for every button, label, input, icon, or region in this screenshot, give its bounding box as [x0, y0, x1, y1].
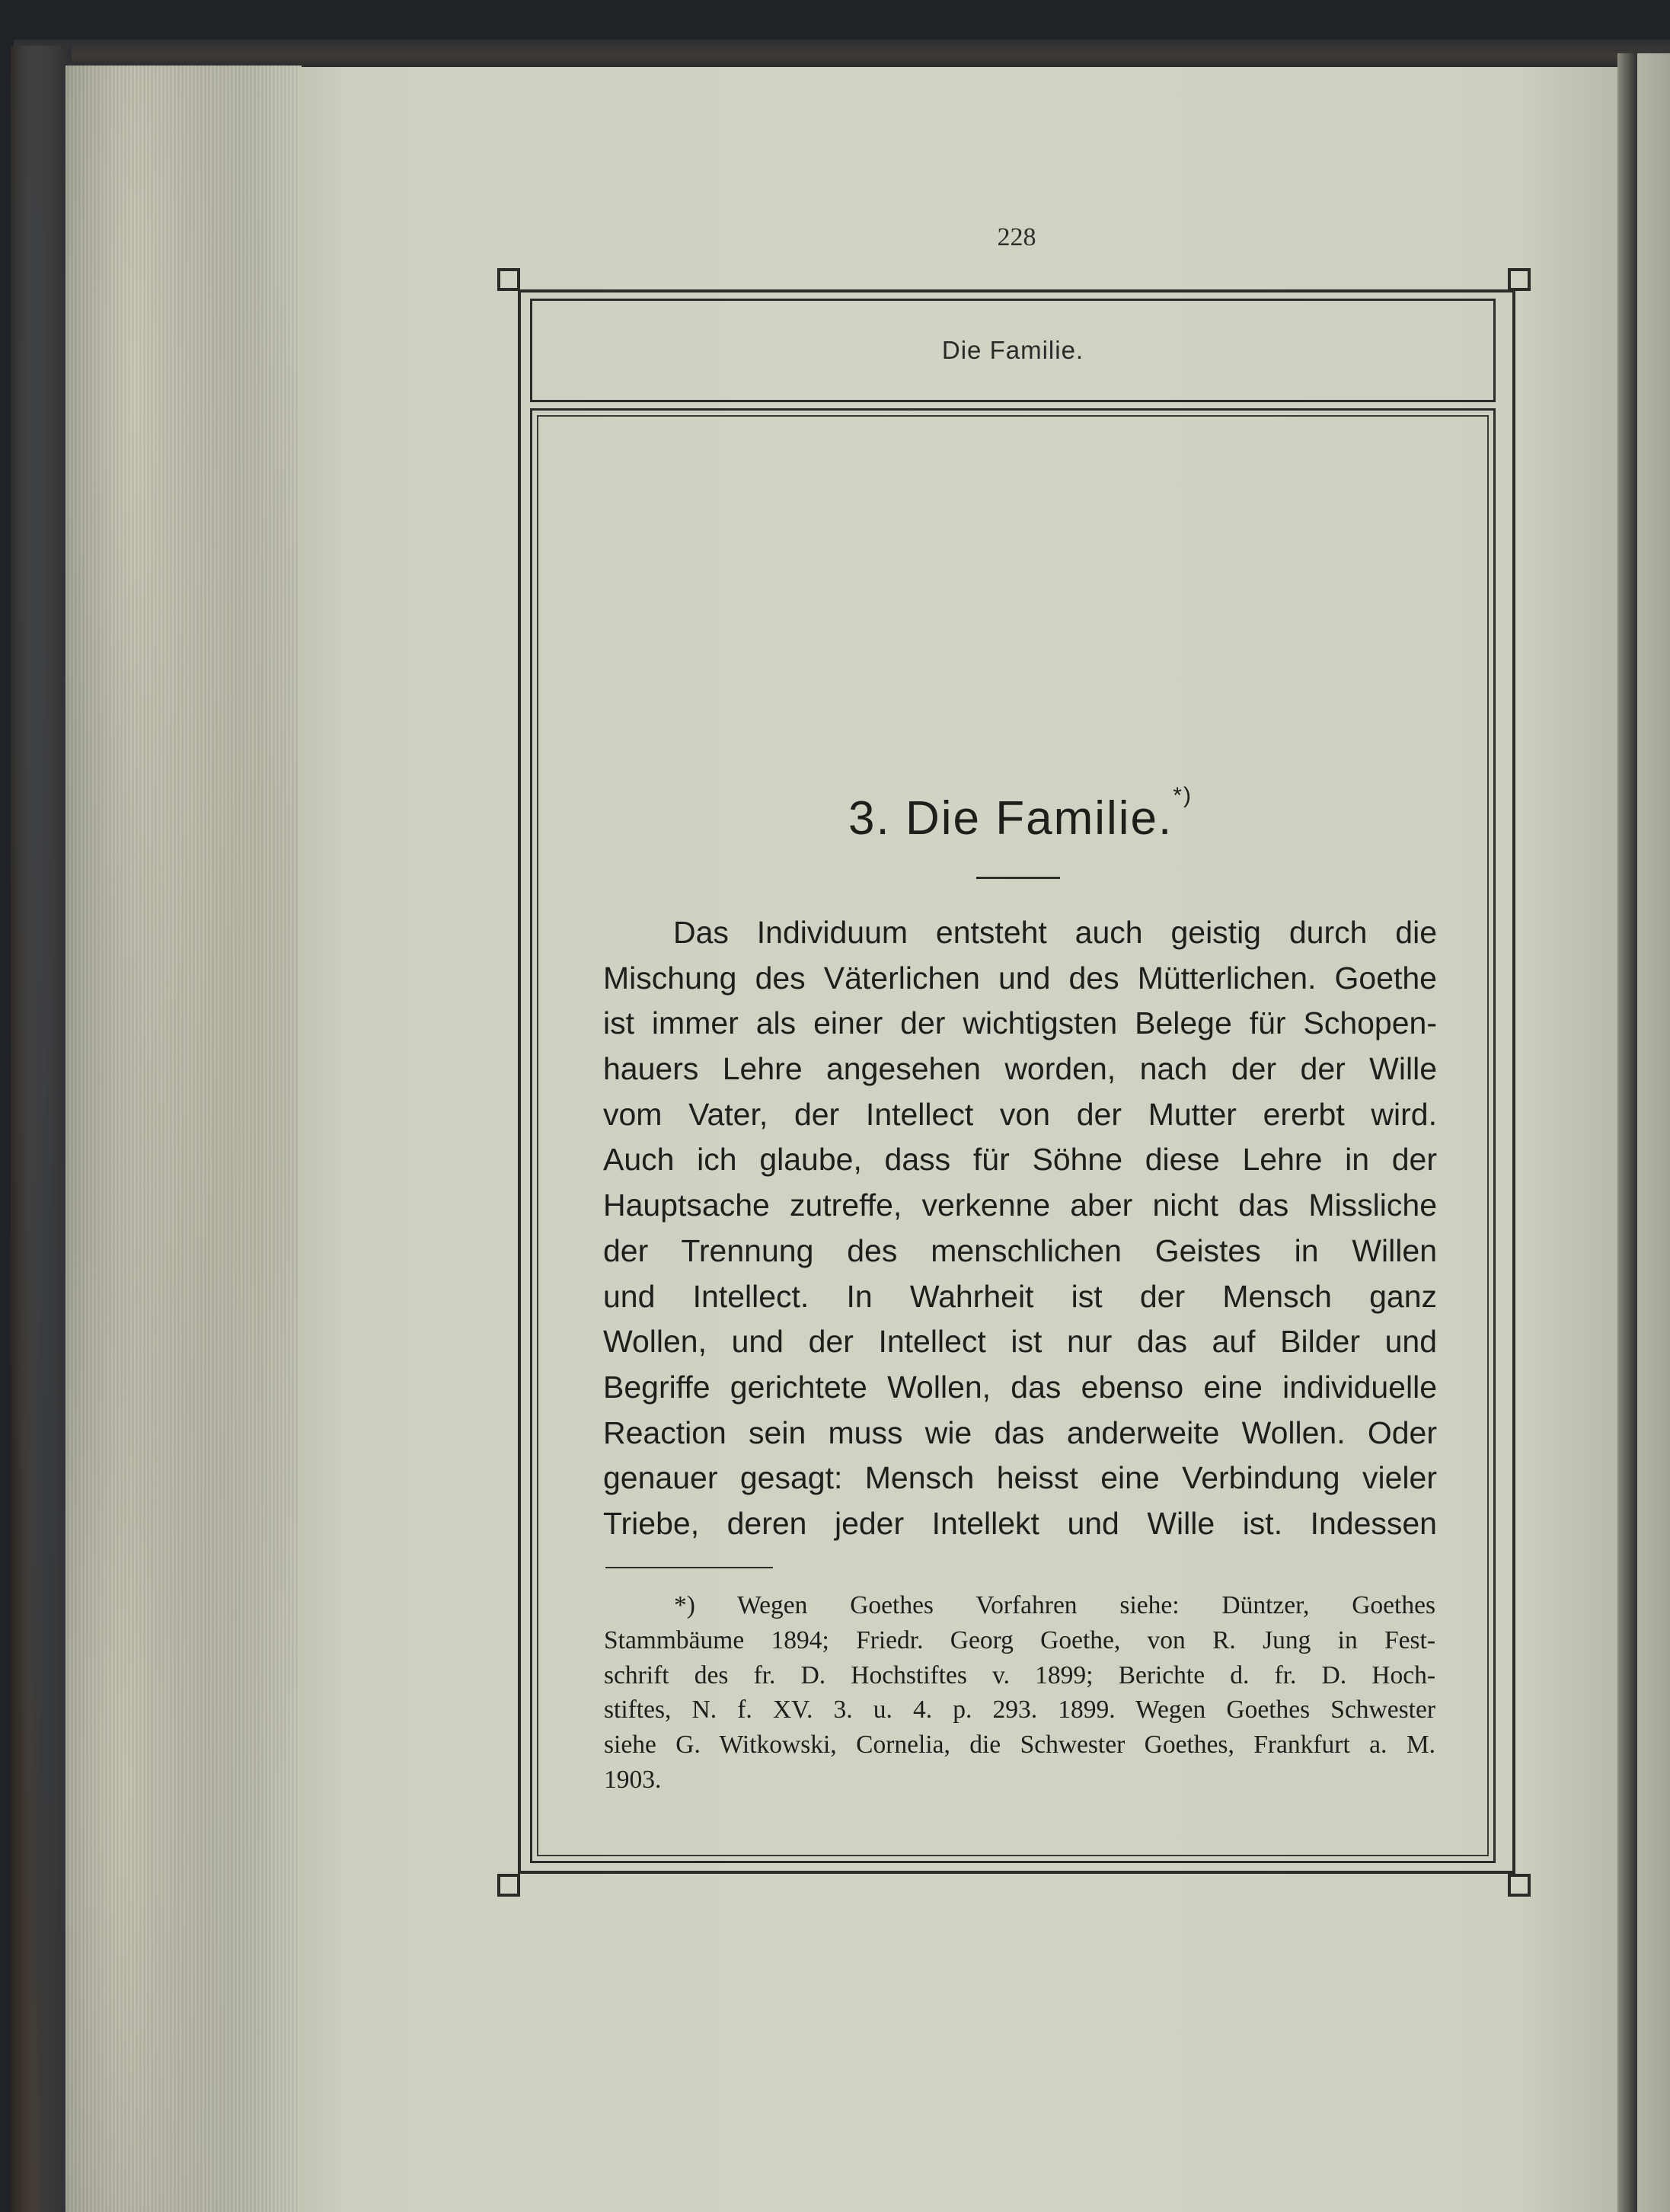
body-line: Mischung des Väterlichen und des Mütterlichen. Goethe [603, 960, 1437, 996]
frame-corner-top-left [497, 268, 520, 291]
body-line: Hauptsache zutreffe, verkenne aber nicht das Missliche [603, 1188, 1437, 1223]
book-cover-spine [11, 46, 72, 2212]
body-line: Begriffe gerichtete Wollen, das ebenso eine individuelle [603, 1369, 1437, 1405]
body-line: Das Individuum entsteht auch geistig durch die [673, 915, 1437, 950]
footnote [604, 1588, 1435, 1798]
body-line: und Intellect. In Wahrheit ist der Mensch ganz [603, 1278, 1437, 1314]
body-line: Reaction sein muss wie das anderweite Wollen. Oder [603, 1414, 1437, 1450]
body-line: ist immer als einer der wichtigsten Belege für Schopen- [603, 1005, 1437, 1041]
page-number: 228 [997, 223, 1036, 251]
body-line: hauers Lehre angesehen worden, nach der der Wille [603, 1051, 1437, 1087]
body-line: Triebe, deren jeder Intellekt und Wille ist. Indessen [603, 1505, 1437, 1541]
chapter-title [762, 785, 1279, 853]
footnote-line: schrift des fr. D. Hochstiftes v. 1899; Berichte d. fr. D. Hoch- [604, 1661, 1435, 1689]
body-line: Wollen, und der Intellect ist nur das auf Bilder und [603, 1324, 1437, 1360]
footnote-line: Stammbäume 1894; Friedr. Georg Goethe, von R. Jung in Fest- [604, 1625, 1435, 1654]
body-line: genauer gesagt: Mensch heisst eine Verbindung vieler [603, 1460, 1437, 1496]
footnote-marker: *) [1173, 783, 1193, 808]
footnote-line: 1903. [604, 1765, 662, 1794]
frame-corner-bottom-left [497, 1874, 520, 1897]
footnote-rule [605, 1567, 773, 1568]
running-head: Die Familie. [941, 336, 1084, 364]
title-rule [976, 877, 1060, 879]
page-edges-stack [65, 66, 302, 2212]
frame-corner-top-right [1508, 268, 1531, 291]
body-line: Auch ich glaube, dass für Söhne diese Lehre in der [603, 1142, 1437, 1178]
footnote-line: stiftes, N. f. XV. 3. u. 4. p. 293. 1899. Wegen Goethes Schwester [604, 1696, 1435, 1725]
body-paragraph [603, 910, 1437, 1547]
running-head-box [530, 299, 1496, 402]
facing-page-edge [1637, 53, 1670, 2212]
frame-corner-bottom-right [1508, 1874, 1531, 1897]
chapter-title-text: 3. Die Familie. [848, 792, 1173, 845]
body-line: der Trennung des menschlichen Geistes in Willen [603, 1232, 1437, 1268]
body-line: vom Vater, der Intellect von der Mutter ererbt wird. [603, 1096, 1437, 1132]
footnote-line: *) Wegen Goethes Vorfahren siehe: Düntzer, Goethes [674, 1591, 1435, 1619]
footnote-line: siehe G. Witkowski, Cornelia, die Schwester Goethes, Frankfurt a. M. [604, 1731, 1435, 1760]
